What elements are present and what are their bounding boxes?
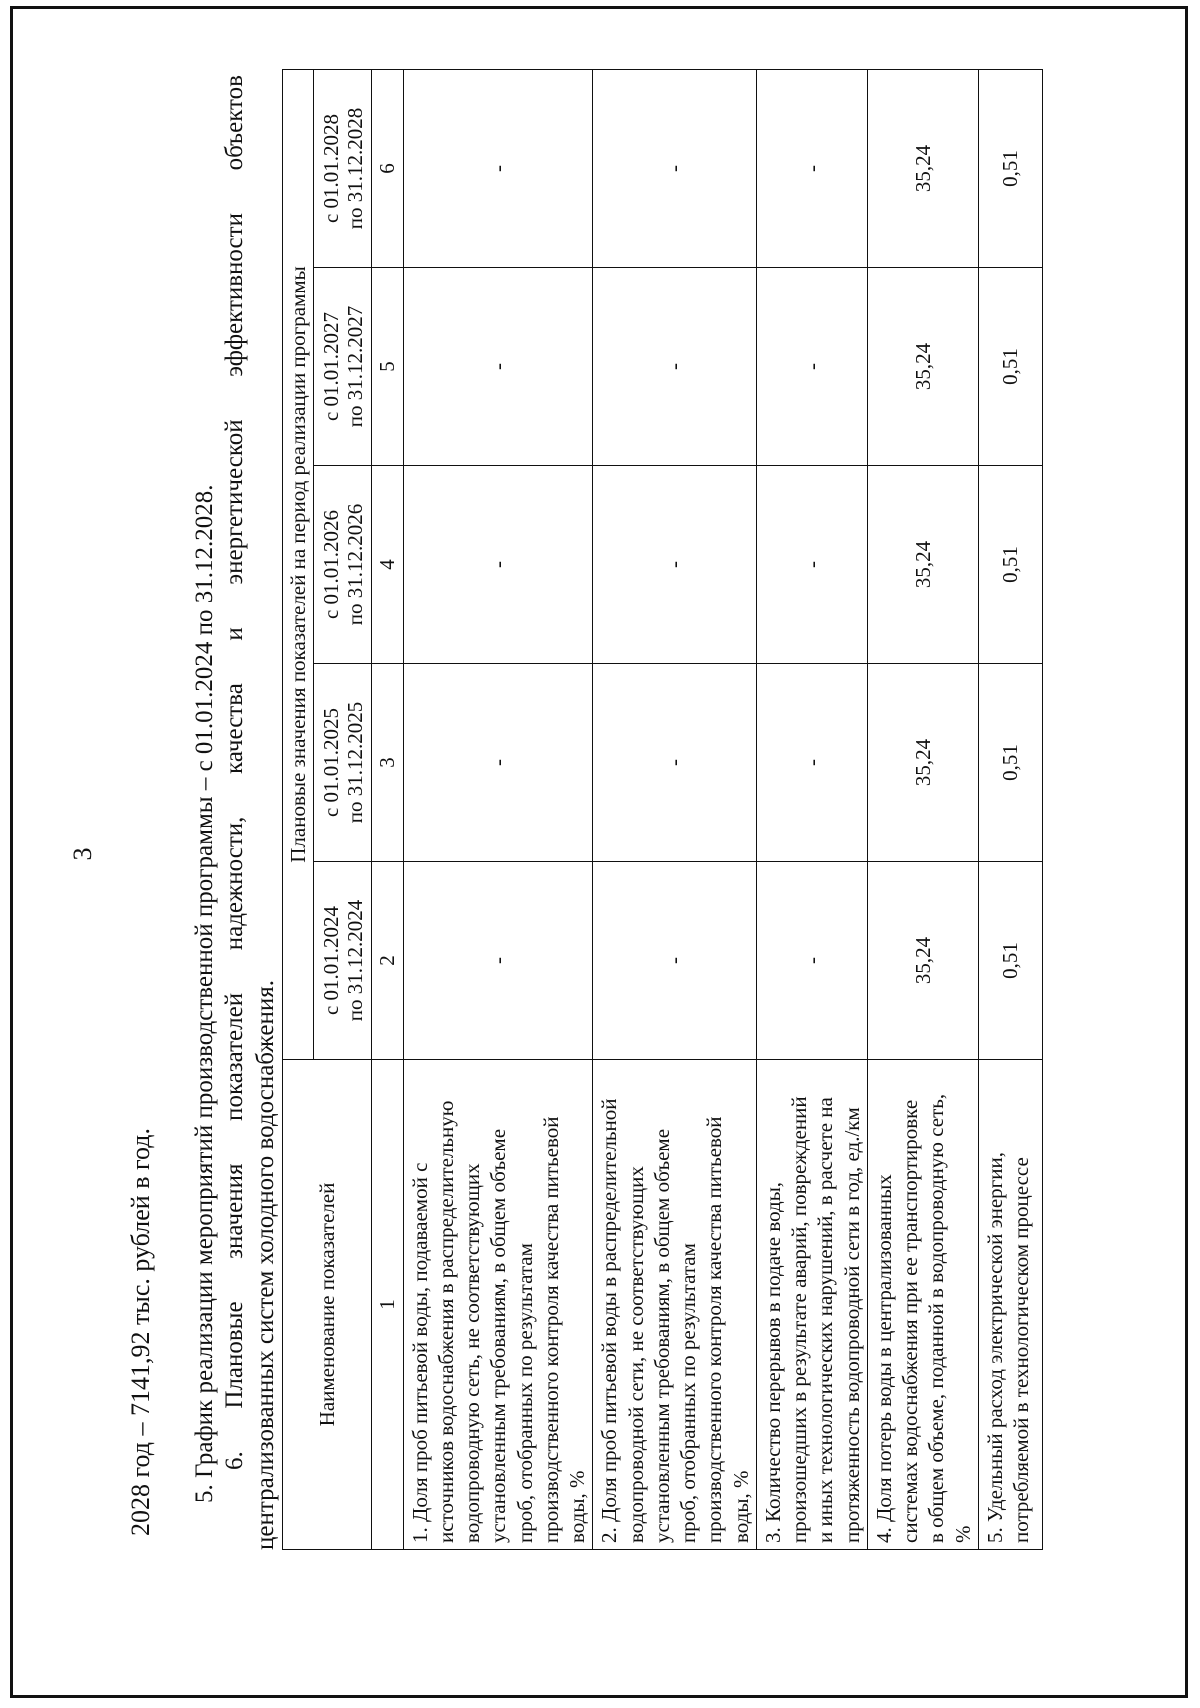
label-line: 2. Доля проб питьевой воды в распределительной xyxy=(597,1098,622,1543)
planned-value: - xyxy=(403,862,593,1060)
label-line: 1. Доля проб питьевой воды, подаваемой с xyxy=(407,1162,432,1543)
label-line: воды, % xyxy=(565,1470,589,1543)
planned-value: - xyxy=(403,69,593,267)
planned-value: 0,51 xyxy=(978,466,1042,664)
planned-value: 0,51 xyxy=(978,268,1042,466)
period-header xyxy=(314,664,372,862)
planned-value: - xyxy=(756,664,867,862)
section-6-heading-continued: централизованных систем холодного водоснабжения. xyxy=(252,980,279,1550)
period-header xyxy=(314,862,372,1060)
table-row xyxy=(593,69,757,1549)
section-6-word: эффективности xyxy=(221,213,248,377)
label-line: производственного контроля качества питьевой xyxy=(538,1116,563,1543)
period-to: по 31.12.2028 xyxy=(342,107,367,230)
planned-value: - xyxy=(756,268,867,466)
section-6-word: энергетической xyxy=(221,419,248,585)
planned-value: - xyxy=(403,466,593,664)
section-6-word: качества xyxy=(221,683,248,774)
label-line: произошедших в результате аварий, повреждений xyxy=(787,1096,811,1543)
section-6-word: надежности, xyxy=(221,816,248,951)
indicator-label xyxy=(867,1060,978,1550)
period-to: по 31.12.2024 xyxy=(342,899,367,1022)
planned-value: 35,24 xyxy=(867,69,978,267)
period-to: по 31.12.2025 xyxy=(342,701,367,824)
label-line: источников водоснабжения в распределительную xyxy=(433,1100,458,1543)
planned-value: - xyxy=(593,466,757,664)
year-2028-amount: 2028 год – 7141,92 тыс. рублей в год. xyxy=(126,1128,155,1536)
column-number: 1 xyxy=(372,1060,403,1550)
label-line: 4. Доля потерь воды в централизованных xyxy=(871,1174,896,1543)
indicator-label xyxy=(978,1060,1042,1550)
label-line: и иных технологических нарушений, в расчете на xyxy=(813,1097,838,1543)
period-header xyxy=(314,466,372,664)
planned-value: 0,51 xyxy=(978,862,1042,1060)
label-line: водопроводной сети, не соответствующих xyxy=(623,1166,648,1543)
planned-value: 35,24 xyxy=(867,466,978,664)
period-from: с 01.01.2024 xyxy=(318,905,343,1016)
label-line: установленным требованиям, в общем объеме xyxy=(486,1128,511,1543)
planned-value: 35,24 xyxy=(867,862,978,1060)
section-6-word: 6. xyxy=(221,1451,248,1470)
label-line: производственного контроля качества питьевой xyxy=(702,1116,727,1543)
section-6-word: Плановые xyxy=(221,1301,248,1409)
planned-value: 0,51 xyxy=(978,664,1042,862)
name-column-header: Наименование показателей xyxy=(283,1060,372,1550)
column-number: 2 xyxy=(372,862,403,1060)
table-row xyxy=(978,69,1042,1549)
column-number: 3 xyxy=(372,664,403,862)
section-5-schedule: 5. График реализации мероприятий производственной программы – с 01.01.2024 по 31.12.2028. xyxy=(191,484,218,1503)
table-header-row xyxy=(283,69,314,1549)
table-row xyxy=(403,69,593,1549)
label-line: протяженность водопроводной сети в год, ед./км xyxy=(839,1107,864,1543)
label-line: водопроводную сеть, не соответствующих xyxy=(460,1163,484,1543)
column-number: 4 xyxy=(372,466,403,664)
planned-value: - xyxy=(593,268,757,466)
column-number: 5 xyxy=(372,268,403,466)
label-line: потребляемой в технологическом процессе xyxy=(1009,1157,1033,1543)
period-header xyxy=(314,268,372,466)
label-line: проб, отобранных по результатам xyxy=(676,1243,700,1543)
label-line: воды, % xyxy=(728,1470,753,1543)
section-6-heading xyxy=(222,75,247,1470)
table-row xyxy=(867,69,978,1549)
planned-value: 35,24 xyxy=(867,268,978,466)
column-number-row xyxy=(372,69,403,1549)
section-6-word: объектов xyxy=(221,75,248,171)
planned-value: 35,24 xyxy=(867,664,978,862)
period-to: по 31.12.2026 xyxy=(342,503,367,626)
indicator-label xyxy=(593,1060,757,1550)
period-from: с 01.01.2027 xyxy=(318,311,343,422)
label-line: системах водоснабжения при ее транспортировке xyxy=(898,1099,922,1543)
period-from: с 01.01.2026 xyxy=(318,509,343,620)
indicators-table xyxy=(282,69,1043,1550)
planned-value: - xyxy=(756,69,867,267)
planned-value: - xyxy=(593,862,757,1060)
period-from: с 01.01.2025 xyxy=(318,707,343,818)
period-to: по 31.12.2027 xyxy=(342,305,367,428)
label-line: 5. Удельный расход электрической энергии, xyxy=(982,1151,1007,1543)
planned-value: - xyxy=(756,466,867,664)
planned-value: - xyxy=(403,664,593,862)
label-line: проб, отобранных по результатам xyxy=(512,1243,537,1543)
page-number: 3 xyxy=(68,847,97,861)
indicator-label xyxy=(403,1060,593,1550)
planned-value: 0,51 xyxy=(978,69,1042,267)
planned-value: - xyxy=(403,268,593,466)
section-6-word: значения xyxy=(221,1163,248,1259)
label-line: 3. Количество перерывов в подаче воды, xyxy=(760,1181,785,1543)
column-number: 6 xyxy=(372,69,403,267)
period-from: с 01.01.2028 xyxy=(318,113,343,224)
section-6-word: показателей xyxy=(221,992,248,1121)
planned-value: - xyxy=(756,862,867,1060)
section-6-word: и xyxy=(221,627,248,641)
planned-value: - xyxy=(593,664,757,862)
indicator-label xyxy=(756,1060,867,1550)
label-line: в общем объеме, поданной в водопроводную сеть, xyxy=(924,1093,949,1543)
table-row xyxy=(756,69,867,1549)
label-line: % xyxy=(950,1525,975,1543)
label-line: установленным требованиям, в общем объеме xyxy=(649,1128,674,1543)
planned-values-group-header: Плановые значения показателей на период реализации программы xyxy=(283,69,314,1059)
period-header xyxy=(314,69,372,267)
planned-value: - xyxy=(593,69,757,267)
